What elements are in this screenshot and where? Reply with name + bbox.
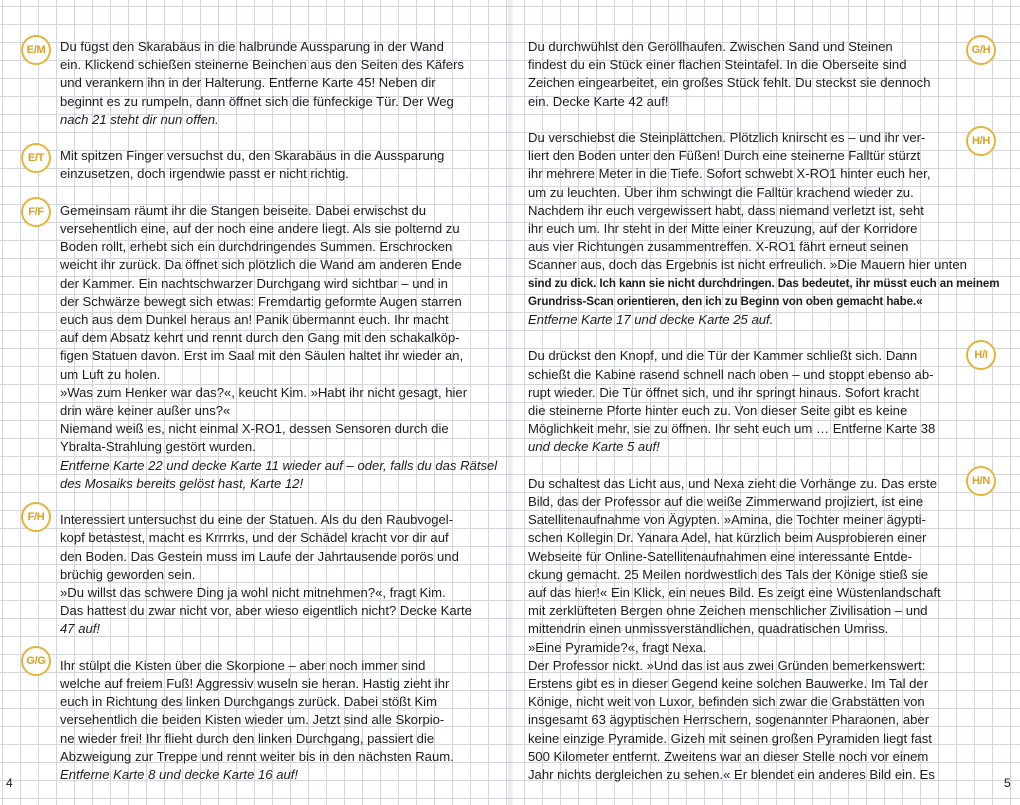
section-badge: F/H bbox=[21, 502, 51, 532]
text-line: sind zu dick. Ich kann sie nicht durchdringen. Das bedeutet, ihr müsst euch an meinem bbox=[528, 276, 1000, 290]
text-line: ihr euch um. Ihr steht in der Mitte einer Kreuzung, auf der Korridore bbox=[528, 221, 918, 237]
text-line: findest du ein Stück einer flachen Steintafel. In die Oberseite sind bbox=[528, 57, 907, 73]
text-line: Bild, das der Professor auf die weiße Zimmerwand projiziert, ist eine bbox=[528, 494, 924, 510]
text-line: Ybralta-Strahlung gestört wurden. bbox=[60, 439, 256, 455]
text-line: des Mosaiks bereits gelöst hast, Karte 12! bbox=[60, 475, 304, 491]
text-line: Erstens gibt es in dieser Gegend keine solchen Bauwerke. Im Tal der bbox=[528, 676, 929, 692]
text-line: und verankern ihn in der Halterung. Entferne Karte 45! Neben dir bbox=[60, 75, 436, 91]
text-line: Gemeinsam räumt ihr die Stangen beiseite. Dabei erwischst du bbox=[60, 202, 427, 218]
entry-paragraph bbox=[60, 511, 488, 638]
text-line: schießt die Kabine rasend schnell nach oben – und stoppt ebenso ab- bbox=[528, 366, 934, 382]
text-line: 47 auf! bbox=[60, 621, 101, 637]
text-line: Der Professor nickt. »Und das ist aus zwei Gründen bemerkenswert: bbox=[528, 657, 926, 673]
text-line: ckung gemacht. 25 Meilen nordwestlich des Tals der Könige stieß sie bbox=[528, 566, 929, 582]
section-badge: G/G bbox=[21, 646, 51, 676]
text-line: ein. Decke Karte 42 auf! bbox=[528, 93, 669, 109]
text-line: um Luft zu holen. bbox=[60, 366, 161, 382]
text-line: Möglichkeit mehr, sie zu öffnen. Ihr seht euch um … Entferne Karte 38 bbox=[528, 421, 936, 437]
text-line: drin wäre keiner außer uns?« bbox=[60, 403, 231, 419]
text-entry bbox=[60, 147, 488, 183]
book-spine bbox=[507, 0, 513, 805]
text-line: Niemand weiß es, nicht einmal X-RO1, dessen Sensoren durch die bbox=[60, 421, 449, 437]
text-line: Scanner aus, doch das Ergebnis ist nicht erfreulich. »Die Mauern hier unten bbox=[528, 257, 967, 273]
text-line: »Was zum Henker war das?«, keucht Kim. »Habt ihr nicht gesagt, hier bbox=[60, 384, 468, 400]
text-line: insgesamt 63 ägyptischen Herrschern, sogenannter Pharaonen, aber bbox=[528, 712, 930, 728]
text-line: aus vier Richtungen zusammentreffen. X-RO1 fährt erneut seinen bbox=[528, 239, 909, 255]
text-entry bbox=[60, 38, 488, 129]
text-line: euch in Richtung des linken Durchgangs zurück. Dabei stößt Kim bbox=[60, 694, 437, 710]
text-line: ne wieder frei! Ihr flieht durch den linken Durchgang, passiert die bbox=[60, 730, 435, 746]
text-line: »Du willst das schwere Ding ja wohl nicht mitnehmen?«, fragt Kim. bbox=[60, 585, 446, 601]
text-line: Grundriss-Scan orientieren, den ich zu Beginn von oben gemacht habe.« bbox=[528, 294, 923, 308]
text-line: Das hattest du zwar nicht vor, aber wieso eigentlich nicht? Decke Karte bbox=[60, 603, 472, 619]
entry-paragraph bbox=[528, 38, 960, 111]
text-line: Du durchwühlst den Geröllhaufen. Zwischen Sand und Steinen bbox=[528, 39, 893, 54]
text-line: Satellitenaufnahme von Ägypten. »Amina, die Tochter meiner ägypti- bbox=[528, 512, 926, 528]
text-line: beginnt es zu rumpeln, dann öffnet sich die fünfeckige Tür. Der Weg bbox=[60, 93, 454, 109]
text-line: brüchig geworden sein. bbox=[60, 566, 196, 582]
text-line: Boden rollt, erhebt sich ein durchdringendes Summen. Erschrocken bbox=[60, 239, 453, 255]
entry-paragraph bbox=[60, 147, 488, 183]
text-line: welche auf freiem Fuß! Aggressiv wuseln sie heran. Hastig zieht ihr bbox=[60, 676, 450, 692]
page-number-right: 5 bbox=[1004, 776, 1011, 790]
text-entry bbox=[528, 38, 960, 111]
section-badge: H/H bbox=[966, 126, 996, 156]
text-line: Du verschiebst die Steinplättchen. Plötzlich knirscht es – und ihr ver- bbox=[528, 130, 926, 145]
text-line: Entferne Karte 17 und decke Karte 25 auf. bbox=[528, 312, 774, 328]
text-line: der Kammer. Ein nachtschwarzer Durchgang wird sichtbar – und in bbox=[60, 275, 448, 291]
text-line: den Boden. Das Gestein muss im Laufe der Jahrtausende porös und bbox=[60, 548, 459, 564]
section-badge: F/F bbox=[21, 197, 51, 227]
text-line: einzusetzen, doch irgendwie passt er nicht richtig. bbox=[60, 166, 349, 182]
section-badge: G/H bbox=[966, 35, 996, 65]
text-line: Webseite für Online-Satellitenaufnahmen eine interessante Entde- bbox=[528, 548, 913, 564]
text-entry bbox=[528, 347, 960, 456]
section-badge: E/M bbox=[21, 35, 51, 65]
text-entry bbox=[60, 202, 498, 493]
text-line: versehentlich eine, auf der noch eine andere liegt. Als sie polternd zu bbox=[60, 221, 460, 236]
text-line: figen Statuen davon. Erst im Saal mit den Säulen haltet ihr wieder an, bbox=[60, 348, 464, 364]
text-line: die steinerne Pforte hinter euch zu. Von dieser Seite gibt es keine bbox=[528, 403, 908, 419]
text-line: um zu leuchten. Über ihm schwingt die Falltür krachend wieder zu. bbox=[528, 184, 914, 200]
section-badge: E/T bbox=[21, 143, 51, 173]
text-line: Ihr stülpt die Kisten über die Skorpione – aber noch immer sind bbox=[60, 657, 426, 673]
text-entry bbox=[528, 129, 1000, 329]
text-entry bbox=[60, 657, 488, 784]
text-line: Könige, nicht weit von Luxor, befinden sich zwar die Grabstätten von bbox=[528, 694, 925, 710]
text-line: Jahr nichts dergleichen zu sehen.« Er blendet ein anderes Bild ein. Es bbox=[528, 767, 935, 783]
entry-paragraph bbox=[528, 347, 960, 456]
entry-paragraph bbox=[528, 475, 960, 784]
text-line: Interessiert untersuchst du eine der Statuen. Als du den Raubvogel- bbox=[60, 512, 454, 528]
text-line: ihr mehrere Meter in die Tiefe. Sofort schwebt X-RO1 hinter euch her, bbox=[528, 166, 931, 182]
entry-paragraph bbox=[60, 657, 488, 784]
text-line: der Schwärze bewegt sich etwas: Fremdartig geformte Augen starren bbox=[60, 293, 462, 309]
text-line: keine einzige Pyramide. Gizeh mit seinen großen Pyramiden liegt fast bbox=[528, 730, 932, 746]
text-line: weicht ihr zurück. Da öffnet sich plötzlich die Wand am anderen Ende bbox=[60, 257, 462, 273]
text-line: Entferne Karte 22 und decke Karte 11 wieder auf – oder, falls du das Rätsel bbox=[60, 457, 498, 473]
entry-paragraph bbox=[60, 202, 498, 493]
text-line: »Eine Pyramide?«, fragt Nexa. bbox=[528, 639, 707, 655]
page-number-left: 4 bbox=[6, 776, 13, 790]
text-line: nach 21 steht dir nun offen. bbox=[60, 111, 219, 127]
text-line: Abzweigung zur Treppe und rennt weiter bis in den nächsten Raum. bbox=[60, 748, 454, 764]
text-line: auf dem Absatz kehrt und rennt durch den Gang mit den schakalköp- bbox=[60, 330, 460, 346]
text-line: kopf betastest, macht es Krrrrks, und der Schädel kracht vor dir auf bbox=[60, 530, 449, 546]
text-line: Zeichen eingearbeitet, ein großes Stück fehlt. Du steckst sie dennoch bbox=[528, 75, 931, 91]
text-line: mit zerklüfteten Bergen ohne Zeichen menschlicher Zivilisation – und bbox=[528, 603, 928, 619]
text-line: Du fügst den Skarabäus in die halbrunde Aussparung in der Wand bbox=[60, 39, 444, 54]
text-entry bbox=[60, 511, 488, 638]
section-badge: H/I bbox=[966, 340, 996, 370]
left-page-text bbox=[60, 38, 498, 802]
text-line: schen Kollegin Dr. Yanara Adel, hat kürzlich beim Ausprobieren einer bbox=[528, 530, 927, 546]
text-line: liert den Boden unter den Füßen! Durch eine steinerne Falltür stürzt bbox=[528, 148, 921, 164]
text-line: versehentlich die beiden Kisten wieder um. Jetzt sind alle Skorpio- bbox=[60, 712, 445, 728]
text-line: Du schaltest das Licht aus, und Nexa zieht die Vorhänge zu. Das erste bbox=[528, 475, 938, 491]
text-line: Du drückst den Knopf, und die Tür der Kammer schließt sich. Dann bbox=[528, 348, 918, 364]
text-line: Nachdem ihr euch vergewissert habt, dass niemand verletzt ist, seht bbox=[528, 202, 924, 218]
text-line: euch aus dem Dunkel heraus an! Panik übermannt euch. Ihr macht bbox=[60, 312, 449, 328]
text-line: 500 Kilometer entfernt. Zweitens war an dieser Stelle noch vor einem bbox=[528, 748, 929, 764]
text-line: Mit spitzen Finger versuchst du, den Skarabäus in die Aussparung bbox=[60, 148, 445, 164]
text-line: auf das hier!« Ein Klick, ein neues Bild. Es zeigt eine Wüstenlandschaft bbox=[528, 585, 941, 601]
text-line: Entferne Karte 8 und decke Karte 16 auf! bbox=[60, 767, 299, 783]
text-line: und decke Karte 5 auf! bbox=[528, 439, 660, 455]
entry-paragraph bbox=[528, 129, 1000, 329]
section-badge: H/N bbox=[966, 466, 996, 496]
text-line: ein. Klickend schießen steinerne Beinchen aus den Seiten des Käfers bbox=[60, 57, 464, 73]
entry-paragraph bbox=[60, 38, 488, 129]
text-line: rupt wieder. Die Tür öffnet sich, und ihr springt hinaus. Sofort kracht bbox=[528, 384, 920, 400]
text-line: mittendrin einen unmissverständlichen, quadratischen Umriss. bbox=[528, 621, 889, 637]
text-entry bbox=[528, 475, 960, 784]
